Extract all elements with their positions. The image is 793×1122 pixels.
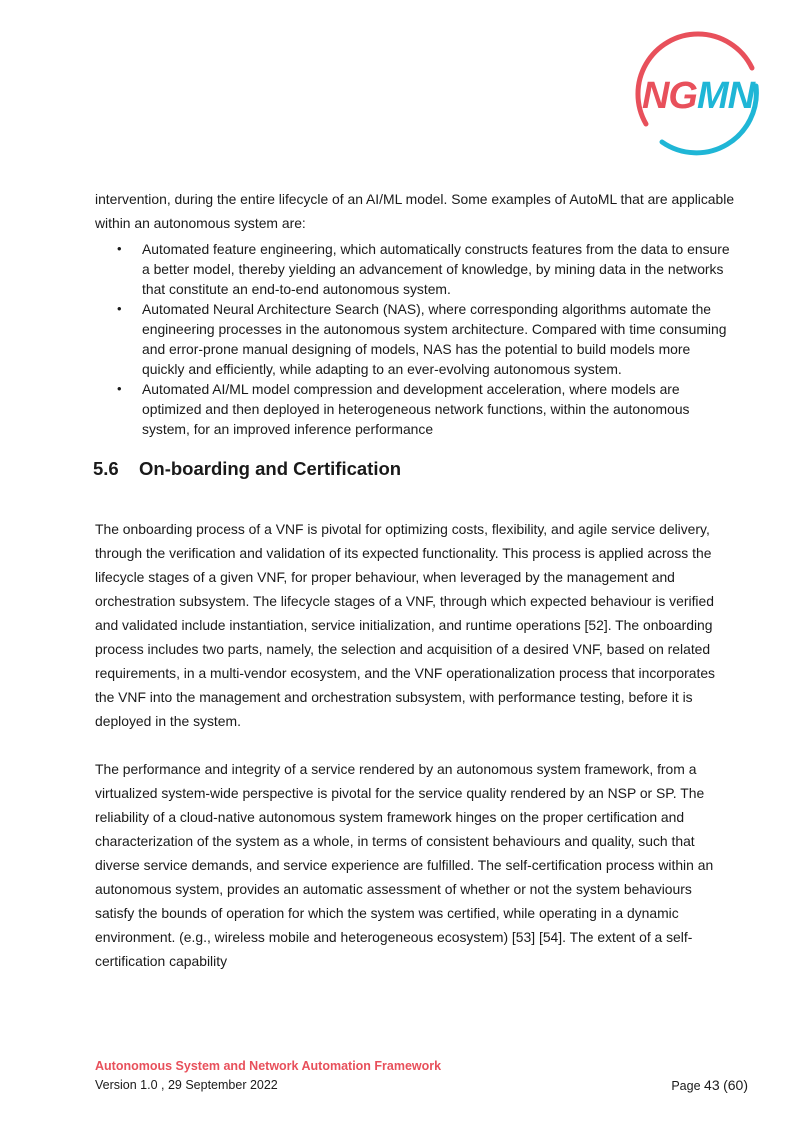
intro-paragraph: intervention, during the entire lifecycle of an AI/ML model. Some examples of AutoML that are applicable within an autonomous system are: xyxy=(95,191,735,231)
page-current: 43 xyxy=(704,1077,720,1093)
list-item: • Automated Neural Architecture Search (NAS), where corresponding algorithms automate the engineering processes in the autonomous system architecture. Compared with time consuming and error-prone manual designing of models, NAS has the potential to build models more quickly and efficiently, while adapting to an ever-evolving autonomous system. xyxy=(117,301,727,377)
certification-paragraph: The performance and integrity of a service rendered by an autonomous system framework, from a virtualized system-wide perspective is pivotal for the service quality rendered by an NSP or SP. The reliability of a cloud-native autonomous system framework hinges on the proper certification and characterization of the system as a whole, in terms of consistent behaviours and quality, such that diverse service demands, and service experience are fulfilled. The self-certification process within an autonomous system, provides an automatic assessment of whether or not the system behaviours satisfy the bounds of operation for which the system was certified, while operating in a dynamic environment. (e.g., wireless mobile and heterogeneous ecosystem) [53] [54]. The extent of a self-certification capability xyxy=(95,761,714,969)
logo-text-mn: MN xyxy=(696,75,755,117)
onboarding-paragraph: The onboarding process of a VNF is pivotal for optimizing costs, flexibility, and agile service delivery, through the verification and validation of its expected functionality. This process is applied across the lifecycle stages of a given VNF, for proper behaviour, when leveraged by the management and orchestration subsystem. The lifecycle stages of a VNF, through which expected behaviour is verified and validated include instantiation, service initialization, and runtime operations [52]. The onboarding process includes two parts, namely, the selection and acquisition of a desired VNF, based on related requirements, in a multi-vendor ecosystem, and the VNF operationalization process that incorporates the VNF into the management and orchestration subsystem, with performance testing, before it is deployed in the system. xyxy=(95,521,715,729)
footer-version: Version 1.0 , 29 September 2022 xyxy=(95,1078,278,1092)
page-total: (60) xyxy=(723,1077,748,1093)
page-label: Page xyxy=(671,1079,701,1093)
section-title: On-boarding and Certification xyxy=(139,458,402,479)
logo-ring-red-upper xyxy=(698,34,752,68)
footer-doc-title: Autonomous System and Network Automation Framework xyxy=(95,1059,442,1073)
section-number: 5.6 xyxy=(93,458,119,479)
page-body xyxy=(95,187,735,973)
list-item: • Automated AI/ML model compression and development acceleration, where models are optimized and then deployed in heterogeneous network functions, within the autonomous system, for an improved inference performance xyxy=(117,381,690,437)
bullet-icon: • xyxy=(117,241,122,256)
ngmn-logo xyxy=(632,28,764,160)
svg-text:NGMN xyxy=(642,75,757,117)
bullet-icon: • xyxy=(117,301,122,316)
list-item: • Automated feature engineering, which automatically constructs features from the data to ensure a better model, thereby yielding an advancement of knowledge, by mining data in the networks that constitute an end-to-end autonomous system. xyxy=(117,241,730,297)
section-heading xyxy=(93,457,735,481)
page-number xyxy=(671,1077,748,1093)
bullet-icon: • xyxy=(117,381,122,396)
logo-text-ng: NG xyxy=(641,75,697,117)
automl-examples-list xyxy=(95,239,735,439)
